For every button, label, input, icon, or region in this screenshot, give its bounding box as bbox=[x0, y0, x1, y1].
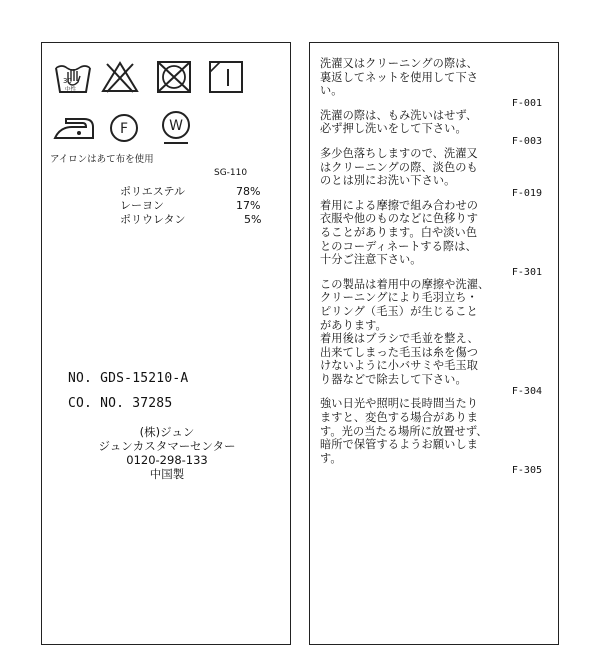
maker-company: (株)ジュン bbox=[139, 425, 195, 439]
note-text: 多少色落ちしますので、洗濯又 はクリーニングの際、淡色のも のとは別にお洗い下さい。 bbox=[320, 146, 478, 188]
line-dry-shade-icon bbox=[208, 60, 244, 94]
fiber-name: レーヨン bbox=[120, 199, 164, 212]
care-note bbox=[320, 109, 542, 147]
svg-text:中性: 中性 bbox=[65, 87, 77, 93]
phone-number: 0120-298-133 bbox=[126, 453, 208, 467]
company-number: CO. NO. 37285 bbox=[68, 396, 173, 411]
fiber-percent: 5% bbox=[244, 213, 262, 226]
note-text: この製品は着用中の摩擦や洗濯、 クリーニングにより毛羽立ち・ ピリング（毛玉）が生じること があります。 着用後はブラシで毛並を整え、 出来てしまった毛玉は糸を傷つ けないように小バサミや毛玉取 り器などで除去して下さい。 bbox=[320, 277, 490, 386]
svg-text:F: F bbox=[119, 121, 129, 137]
fiber-percent: 17% bbox=[236, 199, 261, 212]
fiber-name: ポリエステル bbox=[120, 185, 186, 198]
svg-text:W: W bbox=[169, 118, 183, 134]
no-tumble-dry-icon bbox=[156, 60, 192, 94]
care-note bbox=[320, 199, 542, 278]
customer-center: ジュンカスタマーセンター bbox=[98, 439, 236, 453]
care-note bbox=[320, 57, 542, 109]
hand-wash-30-neutral-icon bbox=[54, 60, 92, 94]
note-text: 強い日光や照明に長時間当たり ますと、変色する場合がありま す。光の当たる場所に放置せず、 暗所で保管するようお願いしま す。 bbox=[320, 397, 488, 465]
dry-clean-f-icon bbox=[108, 112, 140, 144]
care-notes-list bbox=[320, 57, 542, 476]
care-label-left bbox=[41, 42, 291, 645]
note-code: F-003 bbox=[511, 135, 542, 147]
care-notes-right bbox=[309, 42, 559, 645]
country-of-origin: 中国製 bbox=[149, 467, 185, 481]
wet-clean-w-icon bbox=[158, 109, 194, 147]
note-code: F-301 bbox=[511, 266, 542, 278]
note-text: 着用による摩擦で組み合わせの 衣服や他のものなどに色移りす ることがあります。白や淡い色 とのコーディネートする際は、 十分ご注意下さい。 bbox=[320, 198, 479, 267]
note-text: 洗濯の際は、もみ洗いはせず、 必ず押し洗いをして下さい。 bbox=[320, 108, 478, 136]
product-number: NO. GDS-15210-A bbox=[68, 371, 189, 386]
care-note bbox=[320, 397, 542, 476]
size-code: SG-110 bbox=[214, 168, 248, 178]
svg-text:30: 30 bbox=[63, 77, 72, 85]
note-code: F-001 bbox=[511, 97, 542, 109]
note-text: 洗濯又はクリーニングの際は、 裏返してネットを使用して下さ い。 bbox=[320, 57, 479, 98]
fiber-percent: 78% bbox=[236, 185, 261, 198]
note-code: F-305 bbox=[511, 465, 542, 477]
note-code: F-019 bbox=[511, 187, 542, 199]
low-iron-icon bbox=[52, 113, 96, 143]
note-code: F-304 bbox=[511, 386, 542, 398]
care-note bbox=[320, 278, 542, 398]
care-note bbox=[320, 147, 542, 199]
no-bleach-icon bbox=[101, 60, 139, 94]
iron-note: アイロンはあて布を使用 bbox=[50, 154, 154, 165]
fiber-name: ポリウレタン bbox=[120, 213, 186, 226]
